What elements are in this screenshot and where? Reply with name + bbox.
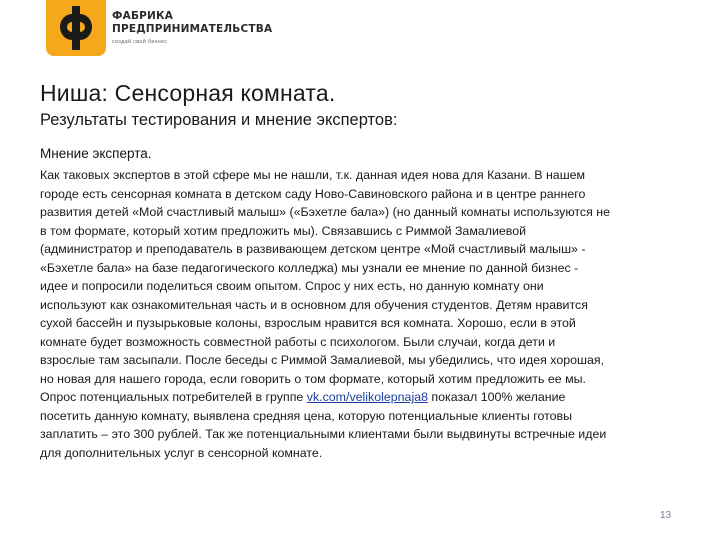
logo-text	[112, 10, 272, 45]
body-line: сухой бассейн и пузырьковые колоны, взрослым нравится вся комната. Хорошо, если в этой	[40, 316, 576, 330]
page-number: 13	[660, 510, 672, 521]
body-line: используют как ознакомительная часть и в основном для обучения студентов. Детям нравится	[40, 297, 588, 312]
body-line: идее и попросили поделиться своим опытом. Спрос у них есть, но данную комнату они	[40, 279, 544, 293]
body-paragraph	[40, 166, 716, 462]
slide-subtitle: Результаты тестирования и мнение экспертов:	[40, 111, 398, 129]
brand-logo	[46, 0, 273, 62]
logo-mark-icon	[46, 0, 106, 56]
body-line-with-link	[40, 388, 716, 407]
body-line: для дополнительных услуг в сенсорной комнате.	[40, 445, 323, 460]
body-line: (администратор и преподаватель в развивающем детском центре «Мой счастливый малыш» -	[40, 242, 586, 256]
logo-tagline: создай свой бизнес	[112, 39, 168, 45]
vk-group-link[interactable]: vk.com/velikolepnaja8	[306, 390, 428, 404]
body-line: посетить данную комнату, выявлена средняя цена, которую потенциальные клиенты готовы	[40, 408, 572, 423]
body-line: городе есть сенсорная комната в детском саду Ново-Савиновского района и в центре раннего	[40, 186, 586, 201]
section-heading: Мнение эксперта.	[40, 146, 152, 161]
body-line: развития детей «Мой счастливый малыш» («Бэхетле бала») (но данный комнаты используются не	[40, 205, 610, 219]
slide-title: Ниша: Сенсорная комната.	[40, 80, 336, 106]
body-line: Как таковых экспертов в этой сфере мы не нашли, т.к. данная идея нова для Казани. В нашем	[40, 168, 586, 182]
body-line: «Бэхетле бала» на базе педагогического колледжа) мы узнали ее мнение по данной бизнес -	[40, 260, 579, 275]
body-line: но новая для нашего города, если говорить о том формате, который хотим предложить ее мы.	[40, 371, 586, 386]
body-line: взрослые там засыпали. После беседы с Риммой Замалиевой, мы убедились, что идея хорошая,	[40, 353, 604, 367]
body-line: комнате будет возможность совместной работы с психологом. Были случаи, когда дети и	[40, 334, 556, 349]
logo-line-2: ПРЕДПРИНИМАТЕЛЬСТВА	[112, 23, 273, 35]
body-line: в том формате, который хотим предложить мы). Связавшись с Риммой Замалиевой	[40, 223, 527, 238]
link-line-before: Опрос потенциальных потребителей в группе	[40, 390, 307, 404]
link-line-after: показал 100% желание	[427, 390, 566, 404]
logo-line-1: ФАБРИКА	[112, 10, 174, 22]
body-line: заплатить – это 300 рублей. Так же потенциальными клиентами были выдвинуты встречные идеи	[40, 427, 607, 441]
